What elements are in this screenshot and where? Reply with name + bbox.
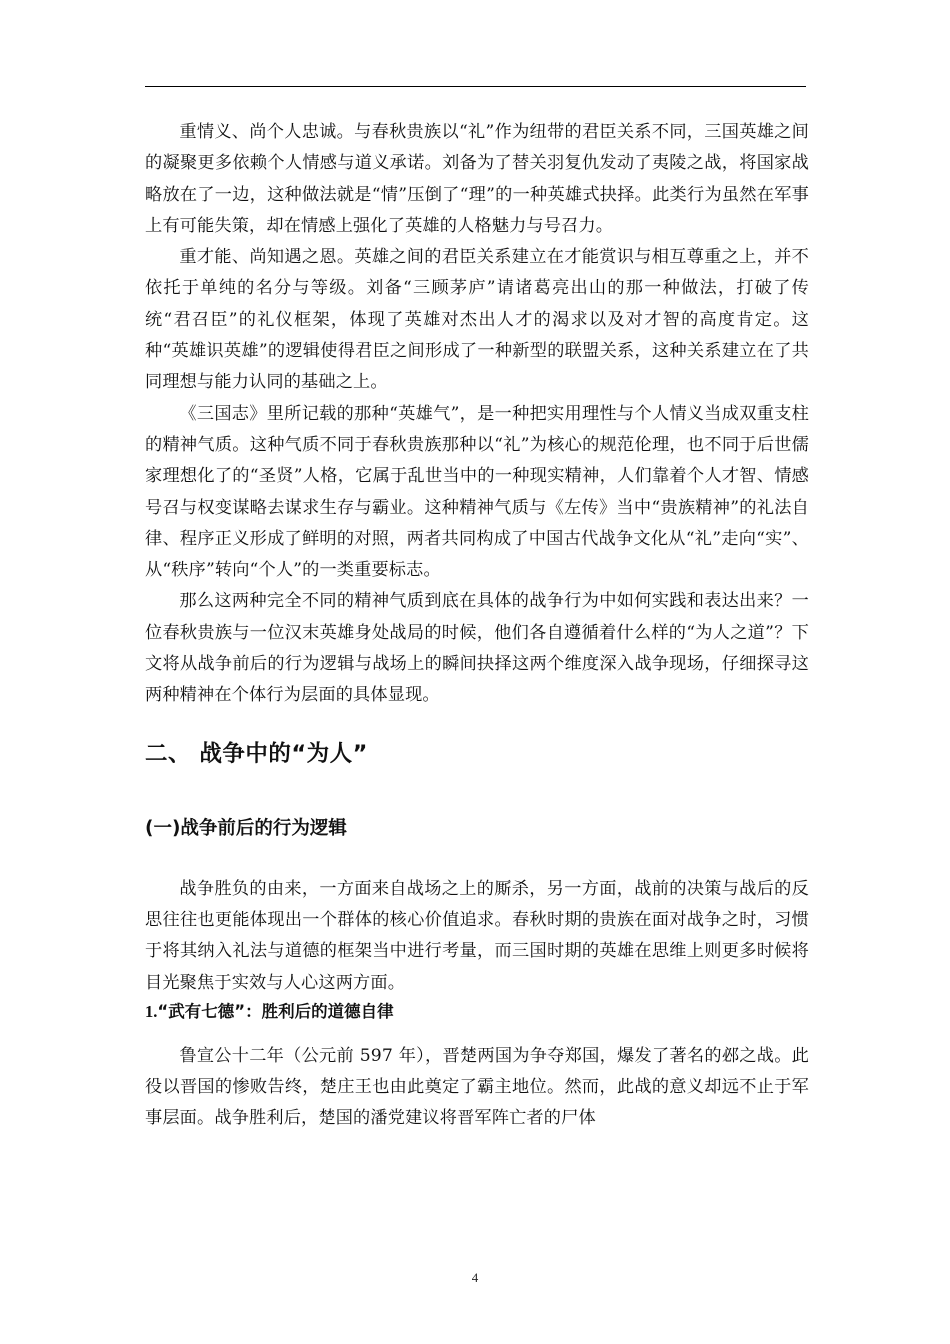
page-number: 4: [471, 1270, 479, 1285]
body-paragraph: 《三国志》里所记载的那种“英雄气”，是一种把实用理性与个人情义当成双重支柱的精神气质。这种气质不同于春秋贵族那种以“礼”为核心的规范伦理，也不同于后世儒家理想化了的“圣贤”人格，它属于乱世当中的一种现实精神，人们靠着个人才智、情感号召与权变谋略去谋求生存与霸业。这种精神气质与《左传》当中“贵族精神”的礼法自律、程序正义形成了鲜明的对照，两者共同构成了中国古代战争文化从“礼”走向“实”、从“秩序”转向“个人”的一类重要标志。: [145, 403, 809, 581]
body-paragraph: 重情义、尚个人忠诚。与春秋贵族以“礼”作为纽带的君臣关系不同，三国英雄之间的凝聚更多依赖个人情感与道义承诺。刘备为了替关羽复仇发动了夷陵之战，将国家战略放在了一边，这种做法就是“情”压倒了“理”的一种英雄式抉择。此类行为虽然在军事上有可能失策，却在情感上强化了英雄的人格魅力与号召力。: [145, 122, 809, 236]
body-paragraph: 那么这两种完全不同的精神气质到底在具体的战争行为中如何实践和表达出来？一位春秋贵族与一位汉末英雄身处战局的时候，他们各自遵循着什么样的“为人之道”？下文将从战争前后的行为逻辑与战场上的瞬间抉择这两个维度深入战争现场，仔细探寻这两种精神在个体行为层面的具体显现。: [145, 591, 809, 706]
header-rule: [145, 86, 806, 87]
item-number: 1.: [145, 1001, 158, 1021]
body-paragraph: 鲁宣公十二年（公元前 597 年），晋楚两国为争夺郑国，爆发了著名的邲之战。此役以晋国的惨败告终，楚庄王也由此奠定了霸主地位。然而，此战的意义却远不止于军事层面。战争胜利后，楚国的潘党建议将晋军阵亡者的尸体: [145, 1045, 809, 1129]
body-paragraph: 重才能、尚知遇之恩。英雄之间的君臣关系建立在才能赏识与相互尊重之上，并不依托于单纯的名分与等级。刘备“三顾茅庐”请诸葛亮出山的那一种做法，打破了传统“君召臣”的礼仪框架，体现了英雄对杰出人才的渴求以及对才智的高度肯定。这种“英雄识英雄”的逻辑使得君臣之间形成了一种新型的联盟关系，这种关系建立在了共同理想与能力认同的基础之上。: [145, 247, 809, 393]
item-heading: [145, 999, 809, 1025]
page-body: [145, 117, 809, 1135]
body-paragraph: 战争胜负的由来，一方面来自战场之上的厮杀，另一方面，战前的决策与战后的反思往往也更能体现出一个群体的核心价值追求。春秋时期的贵族在面对战争之时，习惯于将其纳入礼法与道德的框架当中进行考量，而三国时期的英雄在思维上则更多时候将目光聚焦于实效与人心这两方面。: [145, 878, 809, 993]
subsection-heading: (一)战争前后的行为逻辑: [145, 817, 347, 839]
item-heading-text: “武有七德”：胜利后的道德自律: [157, 1001, 394, 1021]
section-heading: 二、 战争中的“为人”: [145, 740, 368, 767]
